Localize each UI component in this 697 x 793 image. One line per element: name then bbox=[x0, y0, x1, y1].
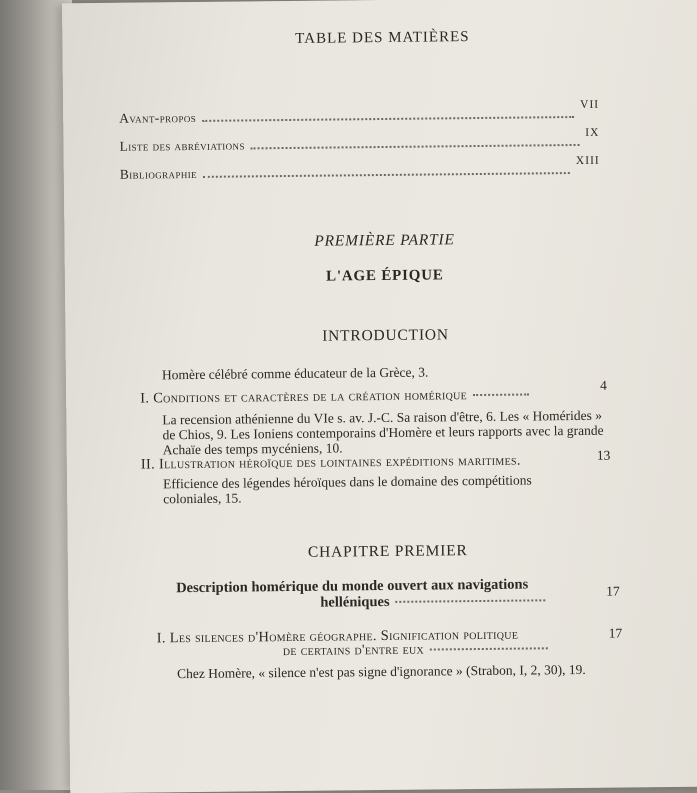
chapter-section-1-line2 bbox=[283, 640, 548, 660]
dot-leader bbox=[430, 647, 548, 650]
toc-entry-page: XIII bbox=[575, 154, 600, 167]
section-title: Les silences d'Homère géographe. Signification politique bbox=[169, 626, 519, 647]
toc-title: TABLE DES MATIÈRES bbox=[295, 29, 470, 47]
dot-leader bbox=[473, 393, 529, 396]
introduction-heading: INTRODUCTION bbox=[322, 326, 449, 345]
section-numeral: I. bbox=[156, 630, 166, 647]
toc-entry-label: Avant-propos bbox=[119, 109, 197, 126]
intro-section-2-summary: Efficience des légendes héroïques dans le domaine des compétitions coloniales, 15. bbox=[162, 472, 532, 507]
toc-entry-avant-propos bbox=[119, 98, 600, 127]
introduction-lead: Homère célébré comme éducateur de la Grèce, 3. bbox=[161, 364, 429, 383]
chapter-title-text: helléniques bbox=[320, 593, 390, 611]
toc-entry-label: Liste des abréviations bbox=[119, 137, 245, 154]
book-spine-shadow bbox=[0, 0, 72, 790]
dot-leader bbox=[251, 144, 580, 149]
section-title-cont: de certains d'entre eux bbox=[282, 641, 425, 660]
chapter-title-line1: Description homérique du monde ouvert aux navigations bbox=[176, 576, 529, 597]
intro-section-2-page: 13 bbox=[596, 447, 611, 463]
dot-leader bbox=[202, 116, 574, 122]
section-numeral: II. bbox=[140, 456, 156, 473]
toc-entry-abreviations bbox=[119, 126, 600, 155]
part-subtitle: L'AGE ÉPIQUE bbox=[326, 267, 444, 285]
toc-entry-label: Bibliographie bbox=[119, 165, 198, 182]
chapter-heading: CHAPITRE PREMIER bbox=[307, 542, 468, 561]
chapter-section-1-summary: Chez Homère, « silence n'est pas signe d'ignorance » (Strabon, I, 2, 30), 19. bbox=[176, 661, 586, 682]
part-title: PREMIÈRE PARTIE bbox=[314, 231, 455, 250]
intro-section-1-summary: La recension athénienne du VIe s. av. J.-C. Sa raison d'être, 6. Les « Homérides » de Chios, 9. Les Ioniens contemporains d'Homère et leurs rapports avec la grande Achaïe des temps mycéniens, 10. bbox=[162, 407, 604, 458]
section-title: Illustration héroïque des lointaines expéditions maritimes. bbox=[158, 452, 521, 473]
toc-entry-bibliographie bbox=[119, 154, 600, 183]
dot-leader bbox=[396, 599, 546, 603]
dot-leader bbox=[203, 172, 570, 178]
chapter-title-line2 bbox=[320, 592, 545, 611]
intro-section-2 bbox=[141, 453, 521, 474]
chapter-title-page: 17 bbox=[606, 583, 620, 599]
intro-section-1-page: 4 bbox=[599, 377, 607, 393]
chapter-section-1-page: 17 bbox=[608, 625, 623, 641]
section-numeral: I. bbox=[140, 390, 150, 407]
intro-section-1 bbox=[140, 386, 529, 407]
book-page bbox=[62, 0, 697, 793]
toc-entry-page: IX bbox=[585, 126, 600, 139]
toc-entry-page: VII bbox=[580, 98, 600, 111]
section-title: Conditions et caractères de la création homérique bbox=[153, 387, 468, 407]
